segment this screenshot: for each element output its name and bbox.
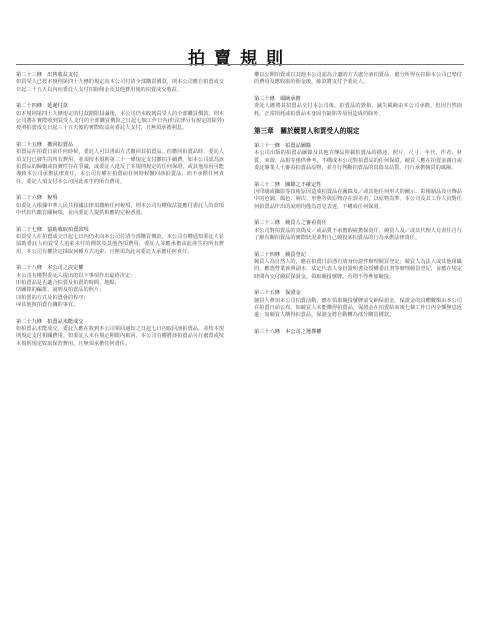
- list-item: 本公司有權對委託人提出的以下事項作出最終決定：: [16, 272, 136, 279]
- section-body: 競買人參加本公司拍賣活動，應在領取競投號牌前交納保證金。保證金的具體數額由本公司在拍賣日前公布。如競買人未能購得拍賣品，保證金在拍賣結束後七個工作日內全額無息返還；如競買人購得拍賣品，保證金將自動轉為部分購買價款。: [254, 297, 462, 319]
- right-column: [254, 72, 462, 345]
- section-30: [254, 96, 462, 118]
- list-item: ⑶拍賣的方式及拍賣會的程序；: [16, 294, 89, 301]
- section-title: 第二十五條 撤回拍賣品: [16, 141, 74, 148]
- section-list: [16, 273, 224, 310]
- section-33: [254, 220, 462, 242]
- section-title: 第二十八條 本公司之決定權: [16, 265, 84, 272]
- section-title: 第二十九條 拍賣品未能成交: [16, 318, 84, 325]
- document-title: 拍賣規則: [188, 49, 292, 69]
- section-24: [16, 103, 224, 133]
- section-title: 第三十二條 圖錄之不確定性: [254, 181, 322, 188]
- section-31: [254, 143, 462, 173]
- section-title: 第二十四條 延遲付款: [16, 103, 68, 110]
- list-item: ⑷其他與拍賣有關的事宜。: [16, 302, 79, 309]
- section-title: 第三十五條 保證金: [254, 290, 301, 297]
- section-body: 如拍賣品未能成交，委託人應在收到本公司領回通知之日起七日內取回該拍賣品，並按本規則規定支付相關費用。如委託人未在規定期限內取回，本公司有權將該拍賣品另行處置或按本規則規定收取保管費用，且無須承擔任何責任。: [16, 325, 224, 347]
- section-body: 本公司對拍賣品的真偽及／或品質不承擔瑕疵擔保責任。競買人及／或其代理人有責任自行了解有關拍賣品的實際狀況並對自己競投某拍賣品的行為承擔法律責任。: [254, 227, 462, 242]
- title-divider: [16, 64, 464, 65]
- list-item: ⑴拍賣品是否適合拍賣及拍賣的時間、地點；: [16, 279, 120, 286]
- section-title: 第三十三條 競買人之審看責任: [254, 220, 327, 227]
- section-title: 第三十一條 拍賣品圖錄: [254, 143, 312, 150]
- section-26: [16, 195, 224, 217]
- section-title: 第三十六條 本公司之選擇權: [254, 328, 322, 335]
- section-body: 競買人為自然人的，應在拍賣日前憑有效身份證件辦理競買登記；競買人為法人或其他組織的，應憑營業執照副本、法定代表人身份證明書及授權委託書等辦理競買登記，並應在規定時間內交付競買保證金，領取競投號牌。否則不得參加競投。: [254, 258, 462, 280]
- section-32: [254, 182, 462, 212]
- section-body: 如委託人根據中華人民共和國法律須繳納任何稅項，則本公司有權依法從應付委託人的款項中代扣代繳有關稅項，並向委託人提供相應的完稅憑證。: [16, 202, 224, 217]
- section-35: [254, 290, 462, 320]
- section-27: [16, 227, 224, 257]
- section-body: 委託人應將其拍賣品交付本公司後，拍賣品的毀損、滅失風險由本公司承擔，但因自然損耗、正常損耗或拍賣品本身固有缺陷等原因造成的除外。: [254, 103, 462, 117]
- section-28: [16, 265, 224, 309]
- section-29-continued: [254, 72, 462, 87]
- section-36: [254, 329, 462, 336]
- chapter-heading: 第三章 關於競買人和買受人的規定: [254, 127, 360, 136]
- section-25: [16, 142, 224, 186]
- section-title: 第二十七條 協助收取拍賣款項: [16, 226, 89, 233]
- section-title: 第三十條 風險承擔: [254, 95, 301, 102]
- section-title: 第二十三條 出售收益支付: [16, 72, 79, 78]
- section-23: [16, 72, 224, 94]
- section-body: 如本規則第四十九條規定的付款期限屆滿後，本公司仍未收到買受人的全部購買價款，則本公司將在實際收到買受人支付的全部購買價款之日起七個工作日內(但法律另有規定的除外)按照拍賣成交日起三十五天後的實際收益向委託人支付，且無須承擔利息。: [16, 110, 224, 132]
- left-column: [16, 72, 224, 357]
- section-body: 拍賣品在拍賣日前任何時候，委託人可以書面方式撤回其拍賣品。但撤回拍賣品時，委託人須支付已發生的所有費用，並須按本規則第二十一條規定支付撤拍手續費。如本公司認為該拍賣品的歸屬或真實性存在爭議，或委託人違反了本規則規定的任何保證，或其他原因可能導致本公司承擔法律責任，本公司有權在拍賣前任何時候撤回該拍賣品，而不承擔任何責任。委託人須支付本公司因此產生的所有費用。: [16, 149, 224, 185]
- section-body: 如買受人已按本規則第四十九條的規定向本公司付清全部購買價款，則本公司應自拍賣成交日起三十五天以內向委託人支付扣除佣金及其他費用後的拍賣成交收益。: [16, 79, 224, 93]
- section-34: [254, 252, 462, 282]
- section-body: 因印刷或攝影等技術原因造成拍賣品在圖錄及／或其他任何形式的圖示、影像制品及宣傳品中的色調、顏色、層次、形態等與原物存在誤差者，以原物為準。本公司及其工作人員對任何拍賣品作出的說明均僅為意見表達，不構成任何保證。: [254, 189, 462, 210]
- section-29: [16, 319, 224, 349]
- section-body: 本公司出版的拍賣品圖錄及其他宣傳品所載拍賣品的描述、照片、尺寸、年代、作者、材質、來源、品相等僅供參考，不構成本公司對拍賣品的任何保證。競買人應在拍賣前親自或委託專業人士審看拍賣品原物，並自行判斷拍賣品的真偽及品質，自行承擔競買的風險。: [254, 150, 462, 172]
- section-title: 第二十六條 稅項: [16, 195, 58, 202]
- section-body: 如買受人在拍賣成交日起七日內仍未向本公司付清全部購買價款，本公司有權通知委託人並協助委託人向買受人追索未付的價款及其他各項費用，委託人並應承擔由此產生的所有費用。本公司有權決定採取何種方式追索，且無須為此向委託人承擔任何責任。: [16, 233, 224, 255]
- section-title: 第三十四條 競買登記: [254, 251, 306, 258]
- section-body: 權以公開拍賣或以其他本公司認為合適的方式處分該拍賣品，處分所得在扣除本公司已墊付的費用及應收取的佣金後，餘款將支付予委託人。: [254, 72, 462, 86]
- list-item: ⑵圖錄的編排、說明及拍賣品的照片；: [16, 287, 105, 294]
